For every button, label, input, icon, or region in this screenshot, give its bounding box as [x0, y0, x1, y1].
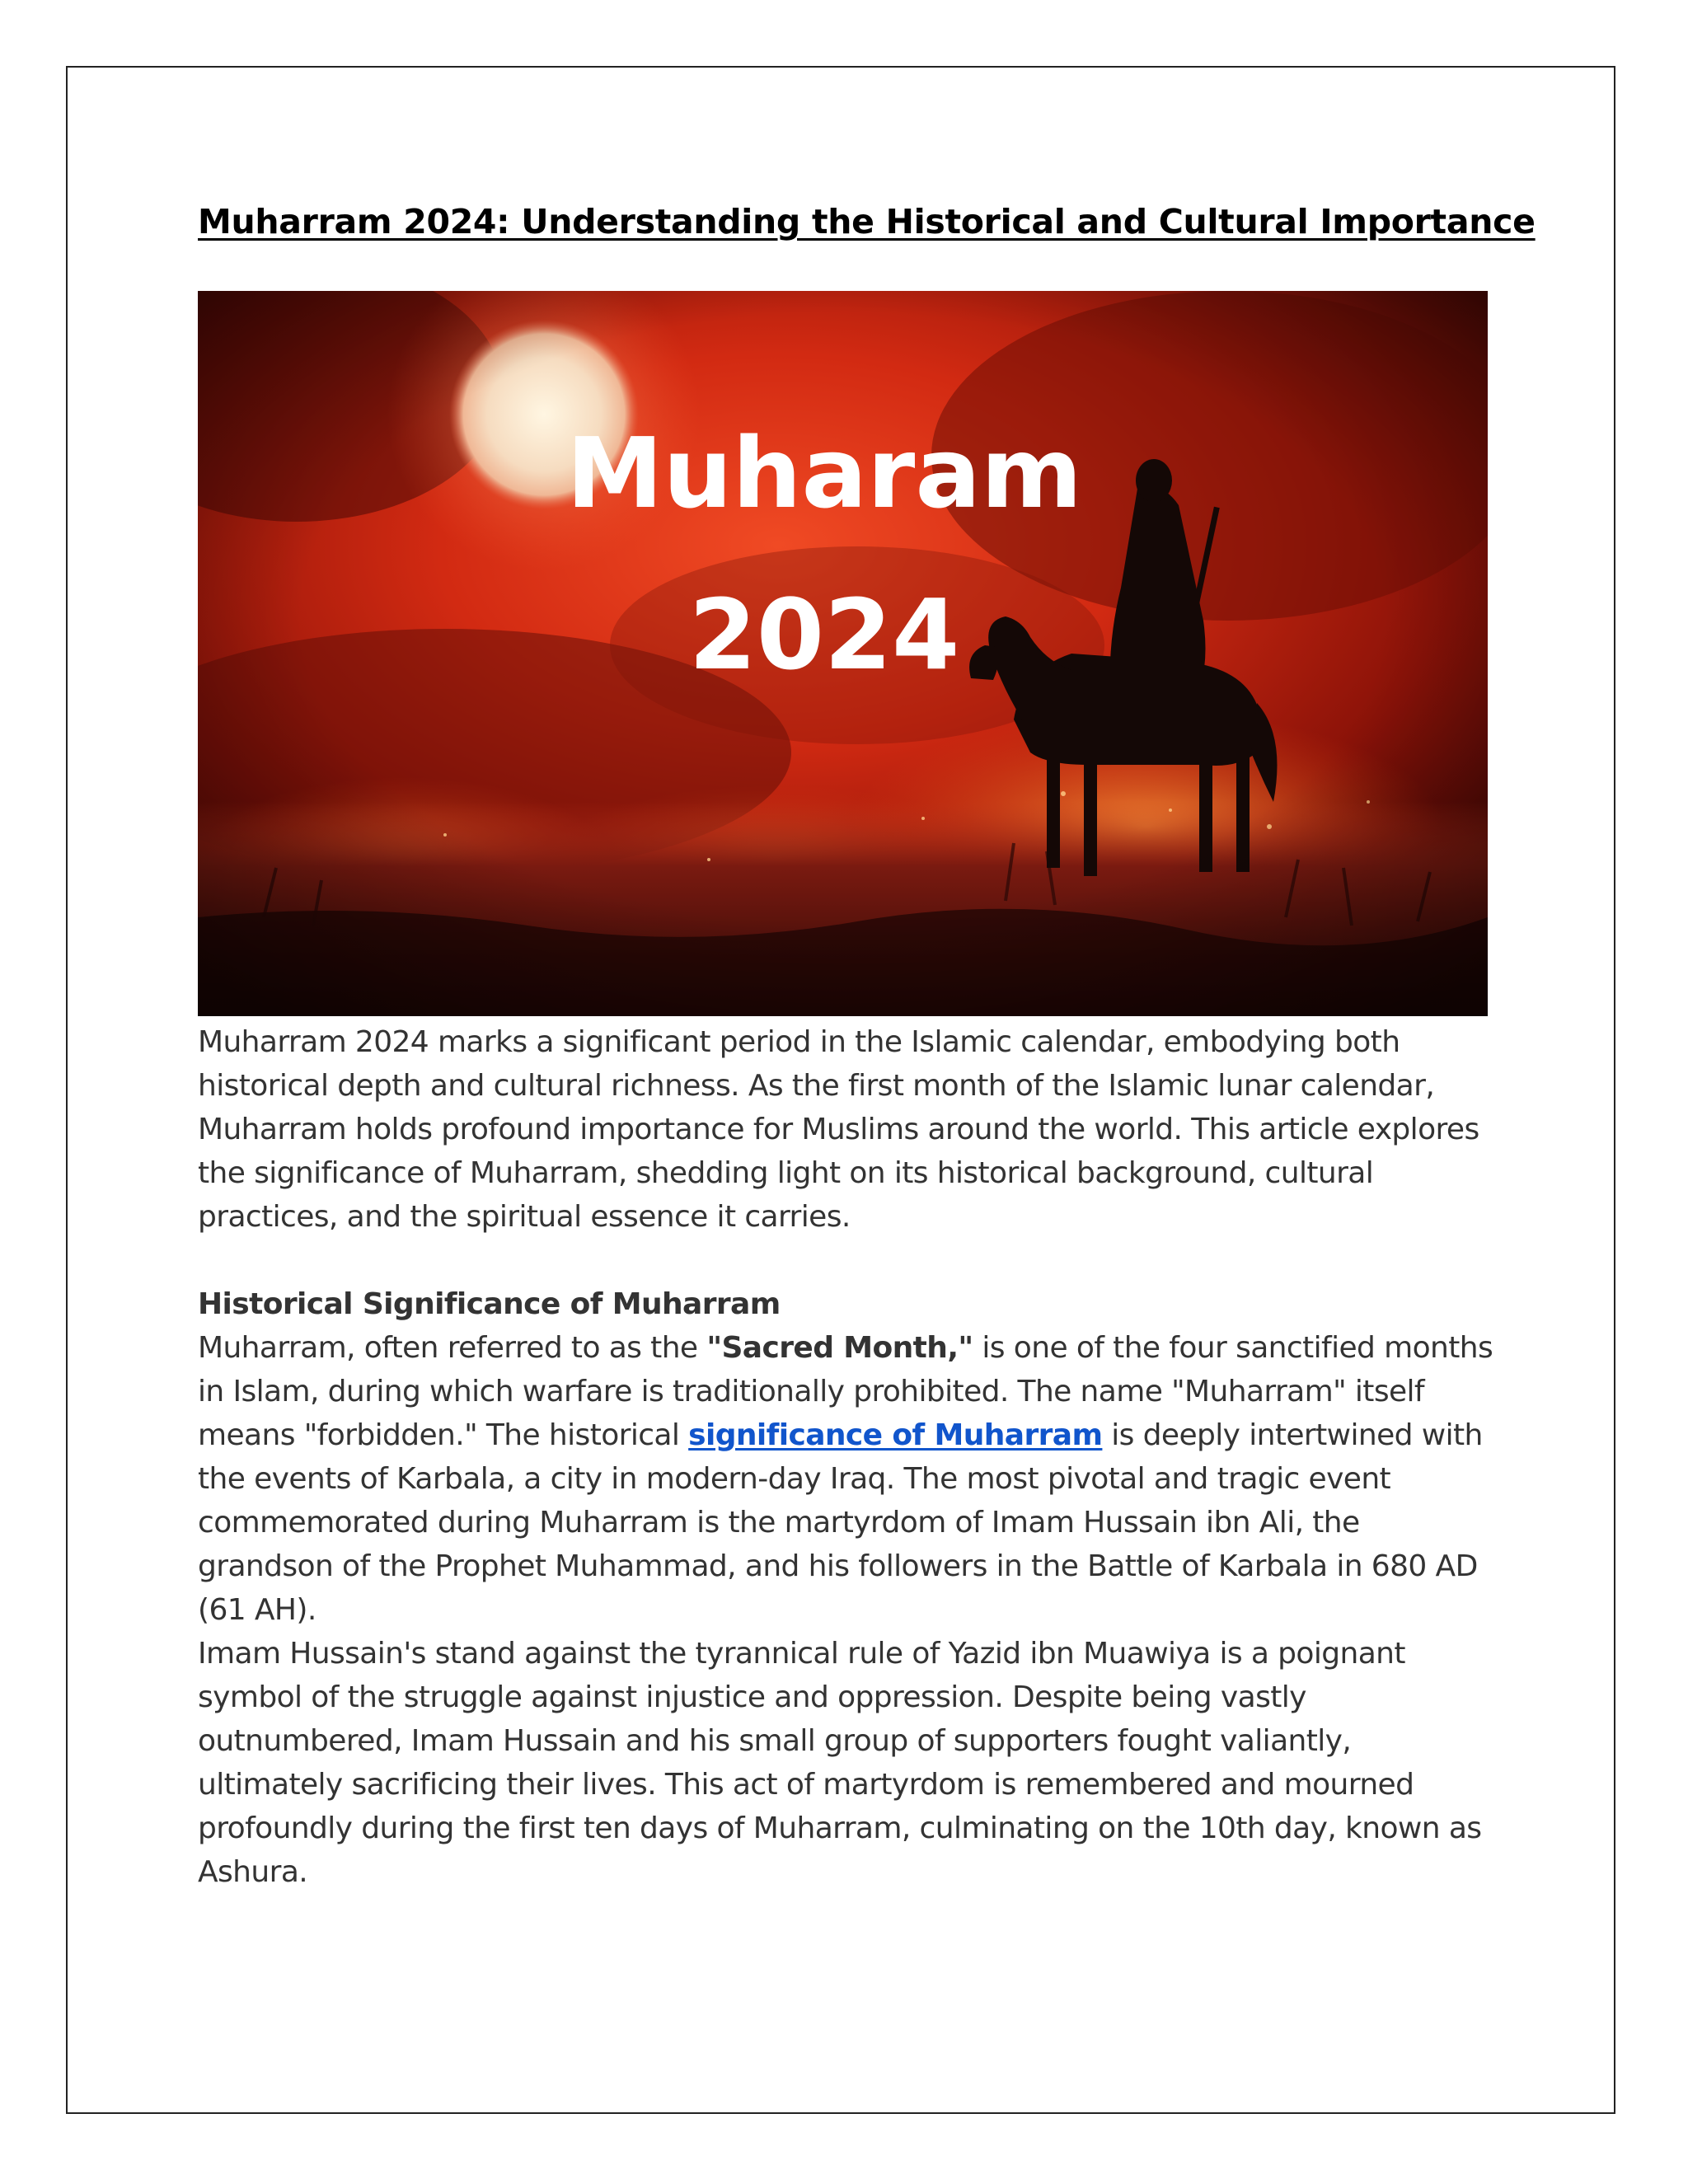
- section-heading: Historical Significance of Muharram: [198, 1287, 781, 1321]
- document-title: Muharram 2024: Understanding the Historical and Cultural Importance: [198, 202, 1536, 241]
- sacred-month-emphasis: "Sacred Month,": [706, 1331, 973, 1365]
- paragraph-text: Muharram, often referred to as the: [198, 1331, 707, 1365]
- intro-paragraph: Muharram 2024 marks a significant period in the Islamic calendar, embodying both historical depth and cultural richness. As the first month of the Islamic lunar calendar, Muharram holds profound importance for Muslims around the world. This article explores the significance of Muharram, shedding light on its historical background, cultural practices, and the spiritual essence it carries.: [198, 1025, 1479, 1234]
- section-paragraph-2: Imam Hussain's stand against the tyrannical rule of Yazid ibn Muawiya is a poignant symbol of the struggle against injustice and oppression. Despite being vastly outnumbered, Imam Hussain and his small group of supporters fought valiantly, ultimately sacrificing their lives. This act of martyrdom is remembered and mourned profoundly during the first ten days of Muharram, culminating on the 10th day, known as Ashura.: [198, 1637, 1482, 1889]
- significance-of-muharram-link[interactable]: significance of Muharram: [688, 1418, 1103, 1452]
- section-paragraph-1: [198, 1326, 1500, 1632]
- paragraph-text: is deeply intertwined with the events of Karbala, a city in modern-day Iraq. The most pivotal and tragic event commemorated during Muharram is the martyrdom of Imam Hussain ibn Ali, the grandson of the Prophet Muhammad, and his followers in the Battle of Karbala in 680 AD (61 AH).: [198, 1418, 1483, 1627]
- hero-title-line1: Muharam: [566, 416, 1082, 530]
- hero-image: [198, 291, 1488, 1016]
- hero-title-line2: 2024: [688, 578, 960, 691]
- paragraph-text: is one of the four sanctified months in Islam, during which warfare is traditionally prohibited. The name "Muharram" itself means "forbidden." The historical: [198, 1331, 1493, 1452]
- document-content: [198, 198, 1536, 1889]
- article-body: [198, 1020, 1500, 1894]
